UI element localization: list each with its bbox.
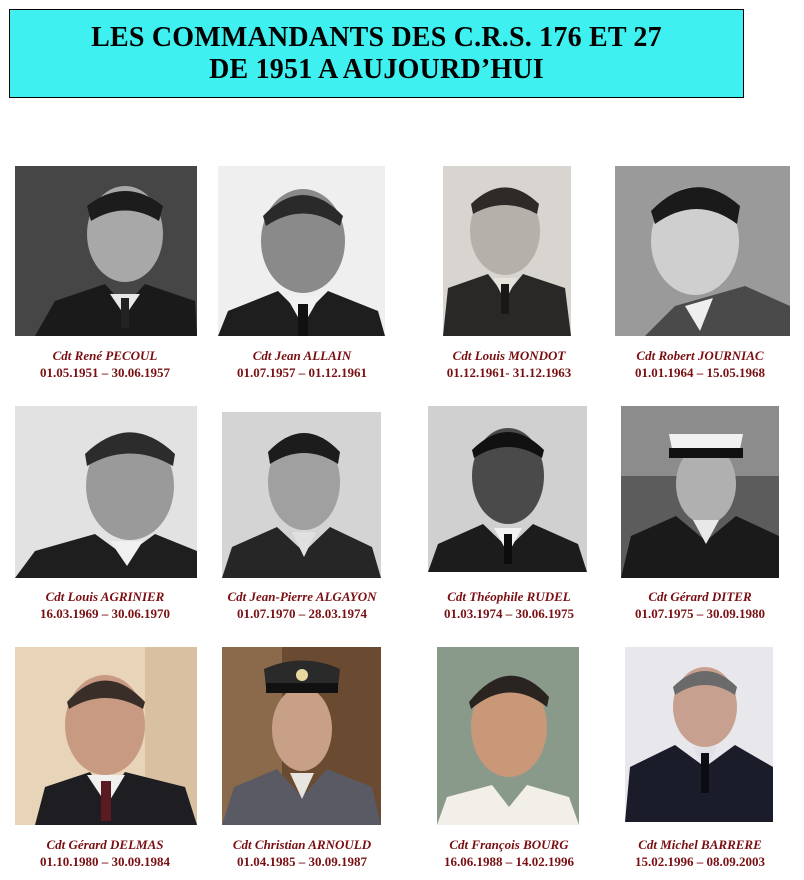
portrait-photo-delmas: [15, 647, 197, 825]
caption-bourg: [414, 836, 604, 870]
portrait-photo-mondot: [443, 166, 571, 336]
commander-name: Cdt François BOURG: [449, 837, 569, 852]
commander-name: Cdt Gérard DITER: [648, 589, 752, 604]
portrait-photo-arnould: [222, 647, 381, 825]
portrait-photo-journiac: [615, 166, 790, 336]
commander-name: Cdt Jean-Pierre ALGAYON: [227, 589, 377, 604]
commander-name: Cdt Gérard DELMAS: [46, 837, 164, 852]
commander-dates: 01.10.1980 – 30.09.1984: [40, 854, 170, 869]
commander-name: Cdt René PECOUL: [52, 348, 158, 363]
page-title-line-1: LES COMMANDANTS DES C.R.S. 176 ET 27: [91, 21, 662, 53]
commander-dates: 01.07.1975 – 30.09.1980: [635, 606, 765, 621]
commander-name: Cdt Théophile RUDEL: [447, 589, 571, 604]
commander-name: Cdt Jean ALLAIN: [252, 348, 352, 363]
portrait-photo-diter: [621, 406, 779, 578]
caption-arnould: [207, 836, 397, 870]
caption-diter: [605, 588, 795, 622]
page-title-line-2: DE 1951 A AUJOURD’HUI: [209, 53, 544, 85]
commander-name: Cdt Christian ARNOULD: [232, 837, 372, 852]
commander-dates: 01.03.1974 – 30.06.1975: [444, 606, 574, 621]
caption-barrere: [605, 836, 795, 870]
commander-dates: 01.01.1964 – 15.05.1968: [635, 365, 765, 380]
portrait-photo-algayon: [222, 412, 381, 578]
caption-agrinier: [10, 588, 200, 622]
commander-name: Cdt Louis MONDOT: [452, 348, 566, 363]
caption-mondot: [414, 347, 604, 381]
caption-rudel: [414, 588, 604, 622]
portrait-photo-bourg: [437, 647, 579, 825]
commander-name: Cdt Michel BARRERE: [638, 837, 762, 852]
caption-algayon: [207, 588, 397, 622]
portrait-photo-allain: [218, 166, 385, 336]
commander-name: Cdt Louis AGRINIER: [45, 589, 165, 604]
caption-journiac: [605, 347, 795, 381]
page-title-banner: [9, 9, 744, 98]
commander-dates: 15.02.1996 – 08.09.2003: [635, 854, 765, 869]
commander-dates: 16.06.1988 – 14.02.1996: [444, 854, 574, 869]
portrait-photo-pecoul: [15, 166, 197, 336]
commander-dates: 16.03.1969 – 30.06.1970: [40, 606, 170, 621]
commander-dates: 01.07.1970 – 28.03.1974: [237, 606, 367, 621]
caption-delmas: [10, 836, 200, 870]
portrait-photo-rudel: [428, 406, 587, 572]
commander-dates: 01.07.1957 – 01.12.1961: [237, 365, 367, 380]
portrait-photo-barrere: [625, 647, 773, 822]
commander-dates: 01.05.1951 – 30.06.1957: [40, 365, 170, 380]
caption-pecoul: [10, 347, 200, 381]
commander-name: Cdt Robert JOURNIAC: [636, 348, 764, 363]
portrait-photo-agrinier: [15, 406, 197, 578]
caption-allain: [207, 347, 397, 381]
commander-dates: 01.12.1961- 31.12.1963: [446, 365, 572, 380]
commander-dates: 01.04.1985 – 30.09.1987: [237, 854, 367, 869]
